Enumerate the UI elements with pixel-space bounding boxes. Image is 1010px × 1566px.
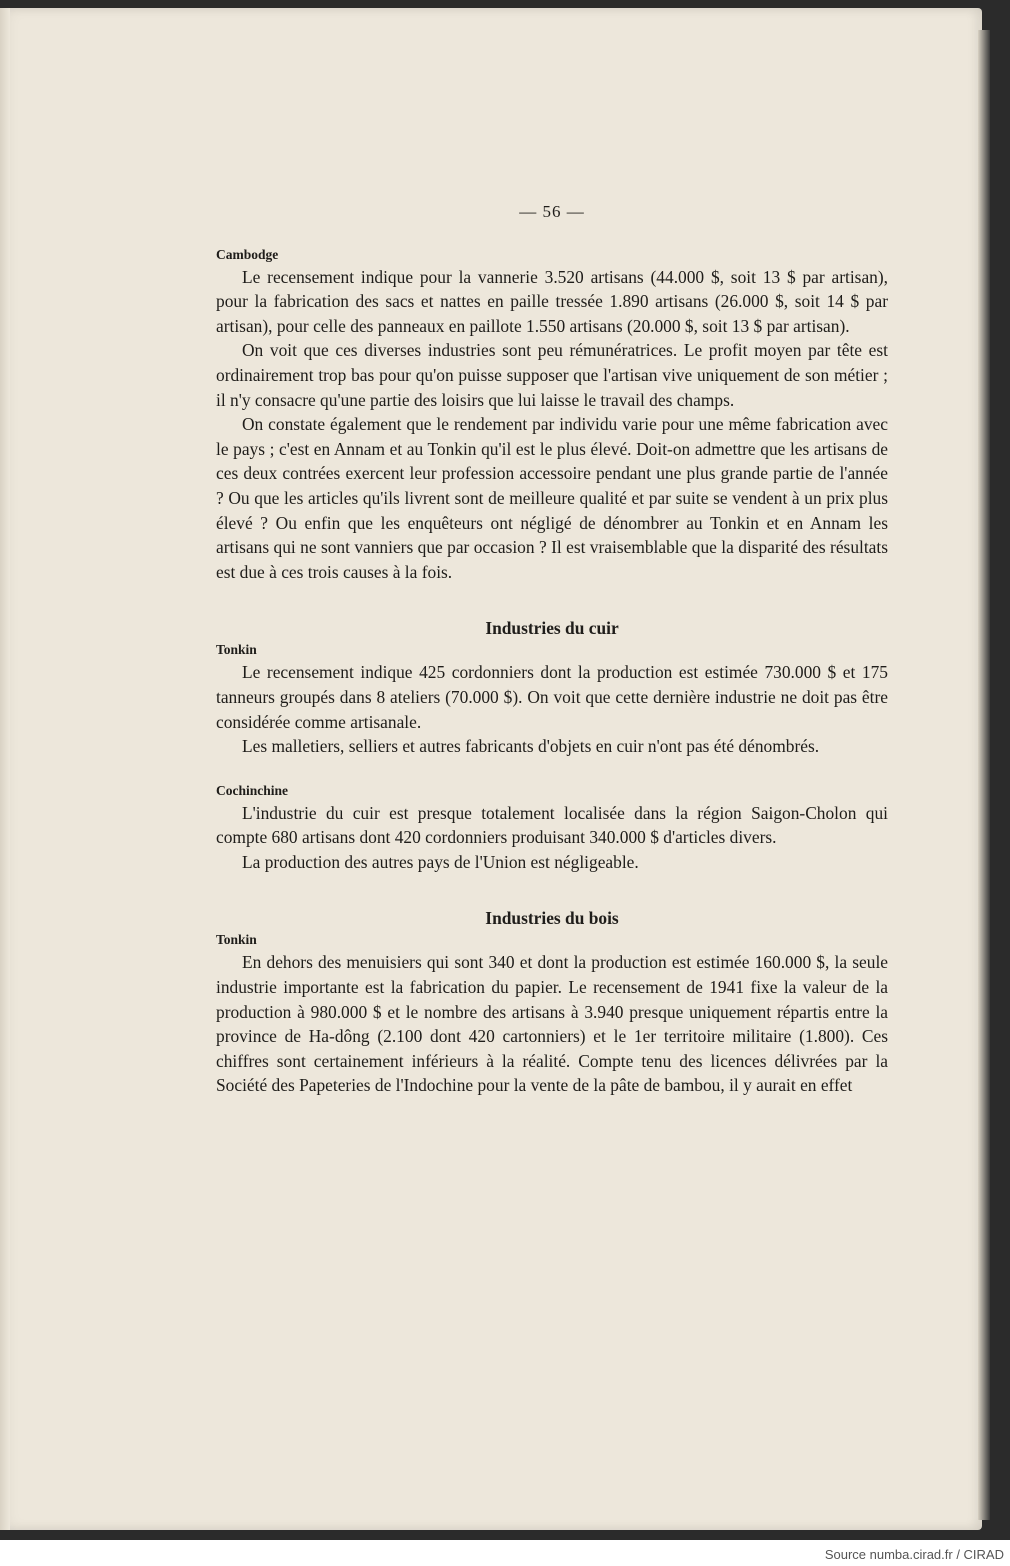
source-footer: Source numba.cirad.fr / CIRAD <box>824 1547 1004 1562</box>
paragraph: L'industrie du cuir est presque totalement localisée dans la région Saigon-Cholon qui compte 680 artisans dont 420 cordonniers produisant 340.000 $ d'articles divers. <box>216 802 888 848</box>
paragraph: Le recensement indique 425 cordonniers dont la production est estimée 730.000 $ et 175 tanneurs groupés dans 8 ateliers (70.000 $). On voit que cette dernière industrie ne doit pas être considérée comme artisanale. <box>216 662 888 732</box>
paragraph: Le recensement indique pour la vannerie 3.520 artisans (44.000 $, soit 13 $ par artisan), pour la fabrication des sacs et nattes en paille tressée 1.890 artisans (26.000 $, soit 14 $ par artisan), pour celle des panneaux en paillote 1.550 artisans (20.000 $, soit 13 $ par artisan). <box>216 266 888 336</box>
section-title-bois: Industries du bois <box>485 908 619 929</box>
heading-cochinchine: Cochinchine <box>216 782 289 798</box>
page-content <box>216 200 888 1098</box>
heading-tonkin-bois: Tonkin <box>216 932 257 948</box>
paragraph: On constate également que le rendement par individu varie pour une même fabrication avec le pays ; c'est en Annam et au Tonkin qu'il est le plus élevé. Doit-on admettre que les artisans de ces deux contrées exercent leur profession accessoire pendant une plus grande partie de l'année ? Ou que les articles qu'ils livrent sont de meilleure qualité et par suite se vendent à un prix plus élevé ? Ou enfin que les enquêteurs ont négligé de dénombrer au Tonkin et en Annam les artisans qui ne sont vanniers que par occasion ? Il est vraisemblable que la disparité des résultats est due à ces trois causes à la fois. <box>216 414 888 582</box>
paragraph: La production des autres pays de l'Union est négligeable. <box>242 851 639 872</box>
page-right-shadow <box>978 30 990 1520</box>
section-title-cuir: Industries du cuir <box>485 618 619 639</box>
heading-cambodge: Cambodge <box>216 246 279 262</box>
heading-tonkin-cuir: Tonkin <box>216 642 257 658</box>
paragraph: Les malletiers, selliers et autres fabricants d'objets en cuir n'ont pas été dénombrés. <box>242 736 820 757</box>
page-left-edge <box>0 8 10 1530</box>
paragraph: On voit que ces diverses industries sont peu rémunératrices. Le profit moyen par tête est ordinairement trop bas pour qu'on puisse supposer que l'artisan vive uniquement de son métier ; il n'y consacre qu'une partie des loisirs que lui laisse le travail des champs. <box>216 340 888 410</box>
paragraph: En dehors des menuisiers qui sont 340 et dont la production est estimée 160.000 $, la seule industrie importante est la fabrication du papier. Le recensement de 1941 fixe la valeur de la production à 980.000 $ et le nombre des artisans à 3.940 presque uniquement répartis entre la province de Ha-dông (2.100 dont 420 cartonniers) et le 1er territoire militaire (1.800). Ces chiffres sont certainement inférieurs à la réalité. Compte tenu des licences délivrées par la Société des Papeteries de l'Indochine pour la vente de la pâte de bambou, il y aurait en effet <box>216 952 888 1096</box>
page-number: — 56 — <box>519 202 585 221</box>
